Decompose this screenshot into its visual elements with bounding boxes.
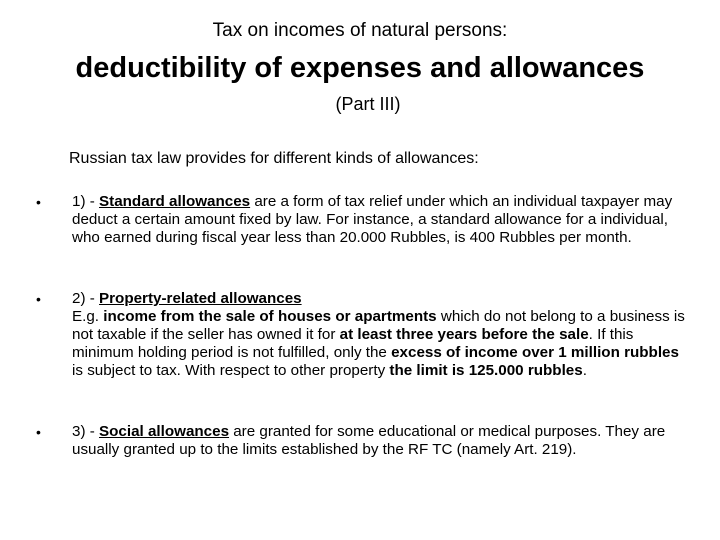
item-body-bold: excess of income over 1 million rubbles	[391, 344, 679, 361]
item-prefix: 2) -	[72, 290, 100, 307]
list-item-text	[72, 193, 692, 247]
bullet-icon: •	[36, 194, 41, 210]
item-body-part: . If this minimum holding period is not fulfilled, only the	[72, 326, 634, 361]
item-prefix: 3) -	[72, 423, 100, 440]
list-item-text	[72, 290, 692, 380]
item-term: Standard allowances	[99, 193, 251, 210]
item-term: Property-related allowances	[99, 290, 302, 307]
item-body-bold: at least three years before the sale	[339, 326, 589, 343]
slide-title-line-1: Tax on incomes of natural persons:	[212, 20, 508, 41]
item-body-part: E.g.	[72, 308, 104, 325]
item-body-bold: income from the sale of houses or apartments	[103, 308, 437, 325]
item-prefix: 1) -	[72, 193, 100, 210]
item-term: Social allowances	[99, 423, 230, 440]
slide-title-main: deductibility of expenses and allowances	[75, 52, 645, 84]
item-body-part: is subject to tax. With respect to other property	[72, 362, 390, 379]
bullet-icon: •	[36, 424, 41, 440]
item-body-part: .	[582, 362, 587, 379]
list-item-text	[72, 423, 692, 459]
intro-text: Russian tax law provides for different kinds of allowances:	[69, 150, 479, 167]
bullet-icon: •	[36, 291, 41, 307]
item-body: are a form of tax relief under which an individual taxpayer may deduct a certain amount fixed by law. For instance, a standard allowance for a individual, who earned during fiscal year less than 20.000 Rubbles, is 400 Rubbles per month.	[72, 193, 673, 246]
item-body-part: which do not belong to a business is not taxable if the seller has owned it for	[72, 308, 685, 343]
item-body-bold: the limit is 125.000 rubbles	[389, 362, 583, 379]
item-body: are granted for some educational or medical purposes. They are usually granted up to the limits established by the RF TC (namely Art. 219).	[72, 423, 666, 458]
slide-title-part: (Part III)	[335, 94, 401, 114]
